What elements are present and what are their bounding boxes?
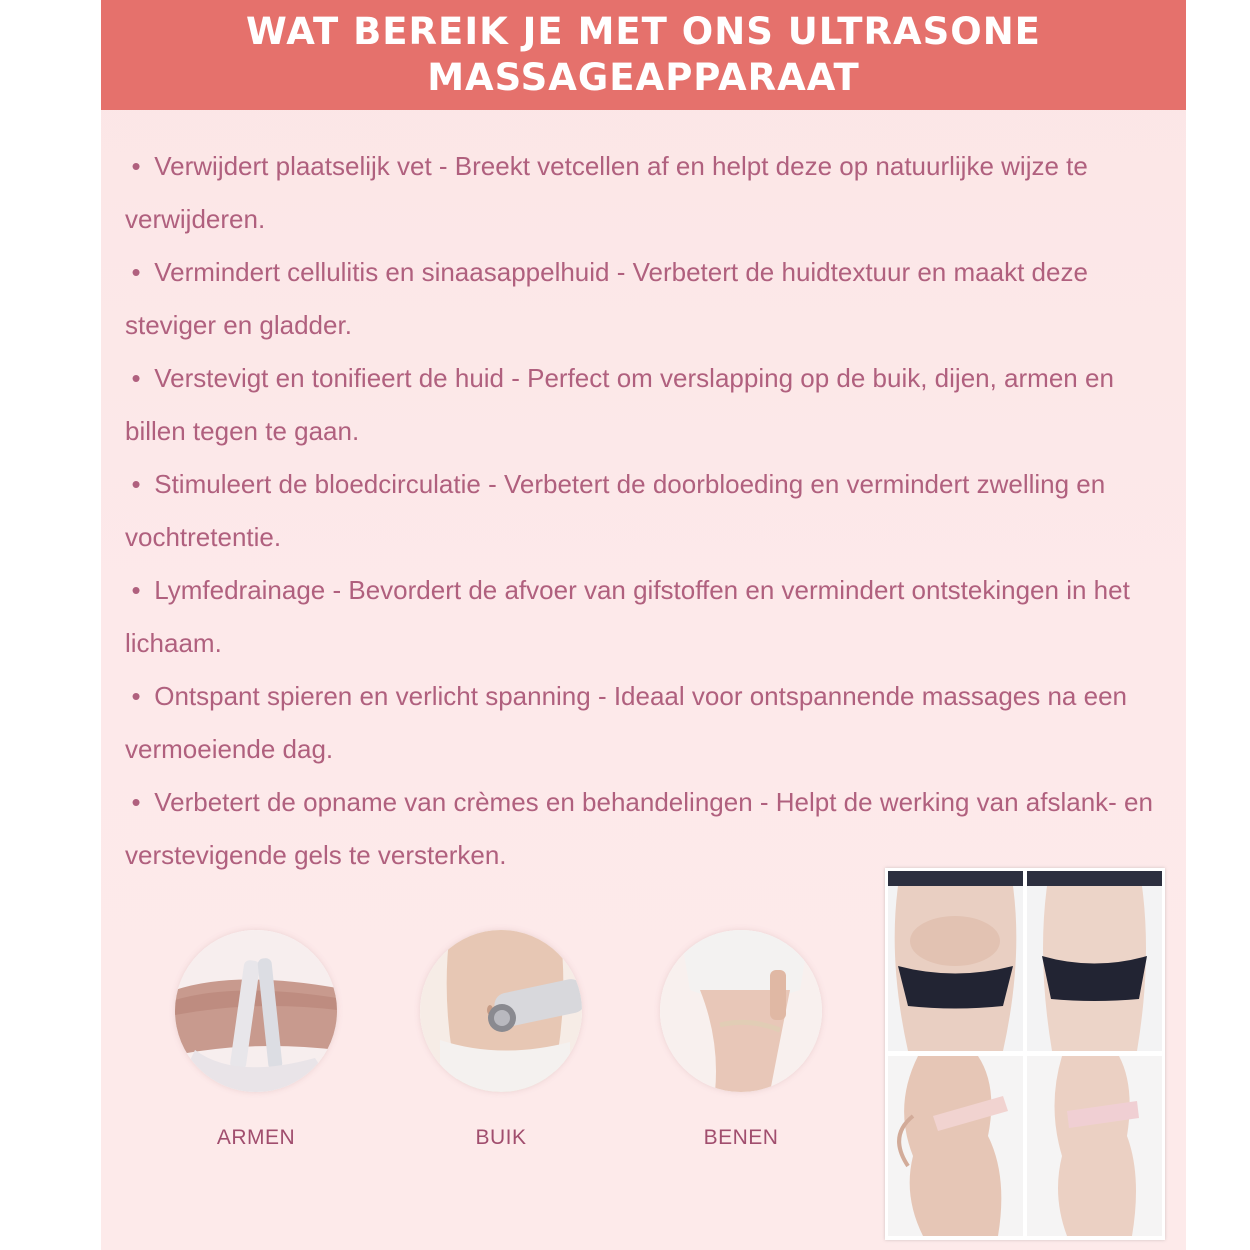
arm-photo xyxy=(175,930,337,1092)
benefit-text: Verwijdert plaatselijk vet - Breekt vetcellen af en helpt deze op natuurlijke wijze te verwijderen. xyxy=(125,151,1088,234)
before-photo-side xyxy=(888,1056,1023,1236)
benefit-text: Stimuleert de bloedcirculatie - Verbetert de doorbloeding en vermindert zwelling en vochtretentie. xyxy=(125,469,1106,552)
benefit-item xyxy=(125,458,1165,564)
bullet-icon: • xyxy=(131,787,141,817)
benefit-item xyxy=(125,670,1165,776)
belly-photo xyxy=(420,930,582,1092)
before-after-photos xyxy=(885,868,1165,1240)
benefit-item xyxy=(125,564,1165,670)
page-title xyxy=(246,9,1041,101)
legs-photo xyxy=(660,930,822,1092)
benefit-item xyxy=(125,776,1165,882)
content-panel xyxy=(101,0,1186,1250)
zone-label-arms: ARMEN xyxy=(216,1126,296,1149)
header-banner xyxy=(101,0,1186,110)
benefit-text: Ontspant spieren en verlicht spanning - Ideaal voor ontspannende massages na een vermoeiende dag. xyxy=(125,681,1127,764)
benefit-item xyxy=(125,246,1165,352)
zone-label-belly: BUIK xyxy=(475,1126,527,1149)
benefit-text: Verstevigt en tonifieert de huid - Perfect om verslapping op de buik, dijen, armen en billen tegen te gaan. xyxy=(125,363,1114,446)
bullet-icon: • xyxy=(131,575,141,605)
before-photo-front xyxy=(888,871,1023,1051)
bullet-icon: • xyxy=(131,151,141,181)
benefits-list xyxy=(125,140,1165,882)
title-line-2: MASSAGEAPPARAAT xyxy=(427,56,860,99)
zone-legs xyxy=(656,930,826,1150)
benefit-item xyxy=(125,140,1165,246)
treatment-zones xyxy=(171,930,871,1160)
zone-belly xyxy=(416,930,586,1150)
benefit-text: Vermindert cellulitis en sinaasappelhuid - Verbetert de huidtextuur en maakt deze steviger en gladder. xyxy=(125,257,1088,340)
benefit-item xyxy=(125,352,1165,458)
zone-arms xyxy=(171,930,341,1150)
after-photo-front xyxy=(1027,871,1162,1051)
title-line-1: WAT BEREIK JE MET ONS ULTRASONE xyxy=(246,10,1041,53)
bullet-icon: • xyxy=(131,681,141,711)
benefit-text: Lymfedrainage - Bevordert de afvoer van gifstoffen en vermindert ontstekingen in het lichaam. xyxy=(125,575,1130,658)
bullet-icon: • xyxy=(131,469,141,499)
bullet-icon: • xyxy=(131,363,141,393)
benefit-text: Verbetert de opname van crèmes en behandelingen - Helpt de werking van afslank- en verstevigende gels te versterken. xyxy=(125,787,1153,870)
after-photo-side xyxy=(1027,1056,1162,1236)
bullet-icon: • xyxy=(131,257,141,287)
zone-label-legs: BENEN xyxy=(703,1126,779,1149)
